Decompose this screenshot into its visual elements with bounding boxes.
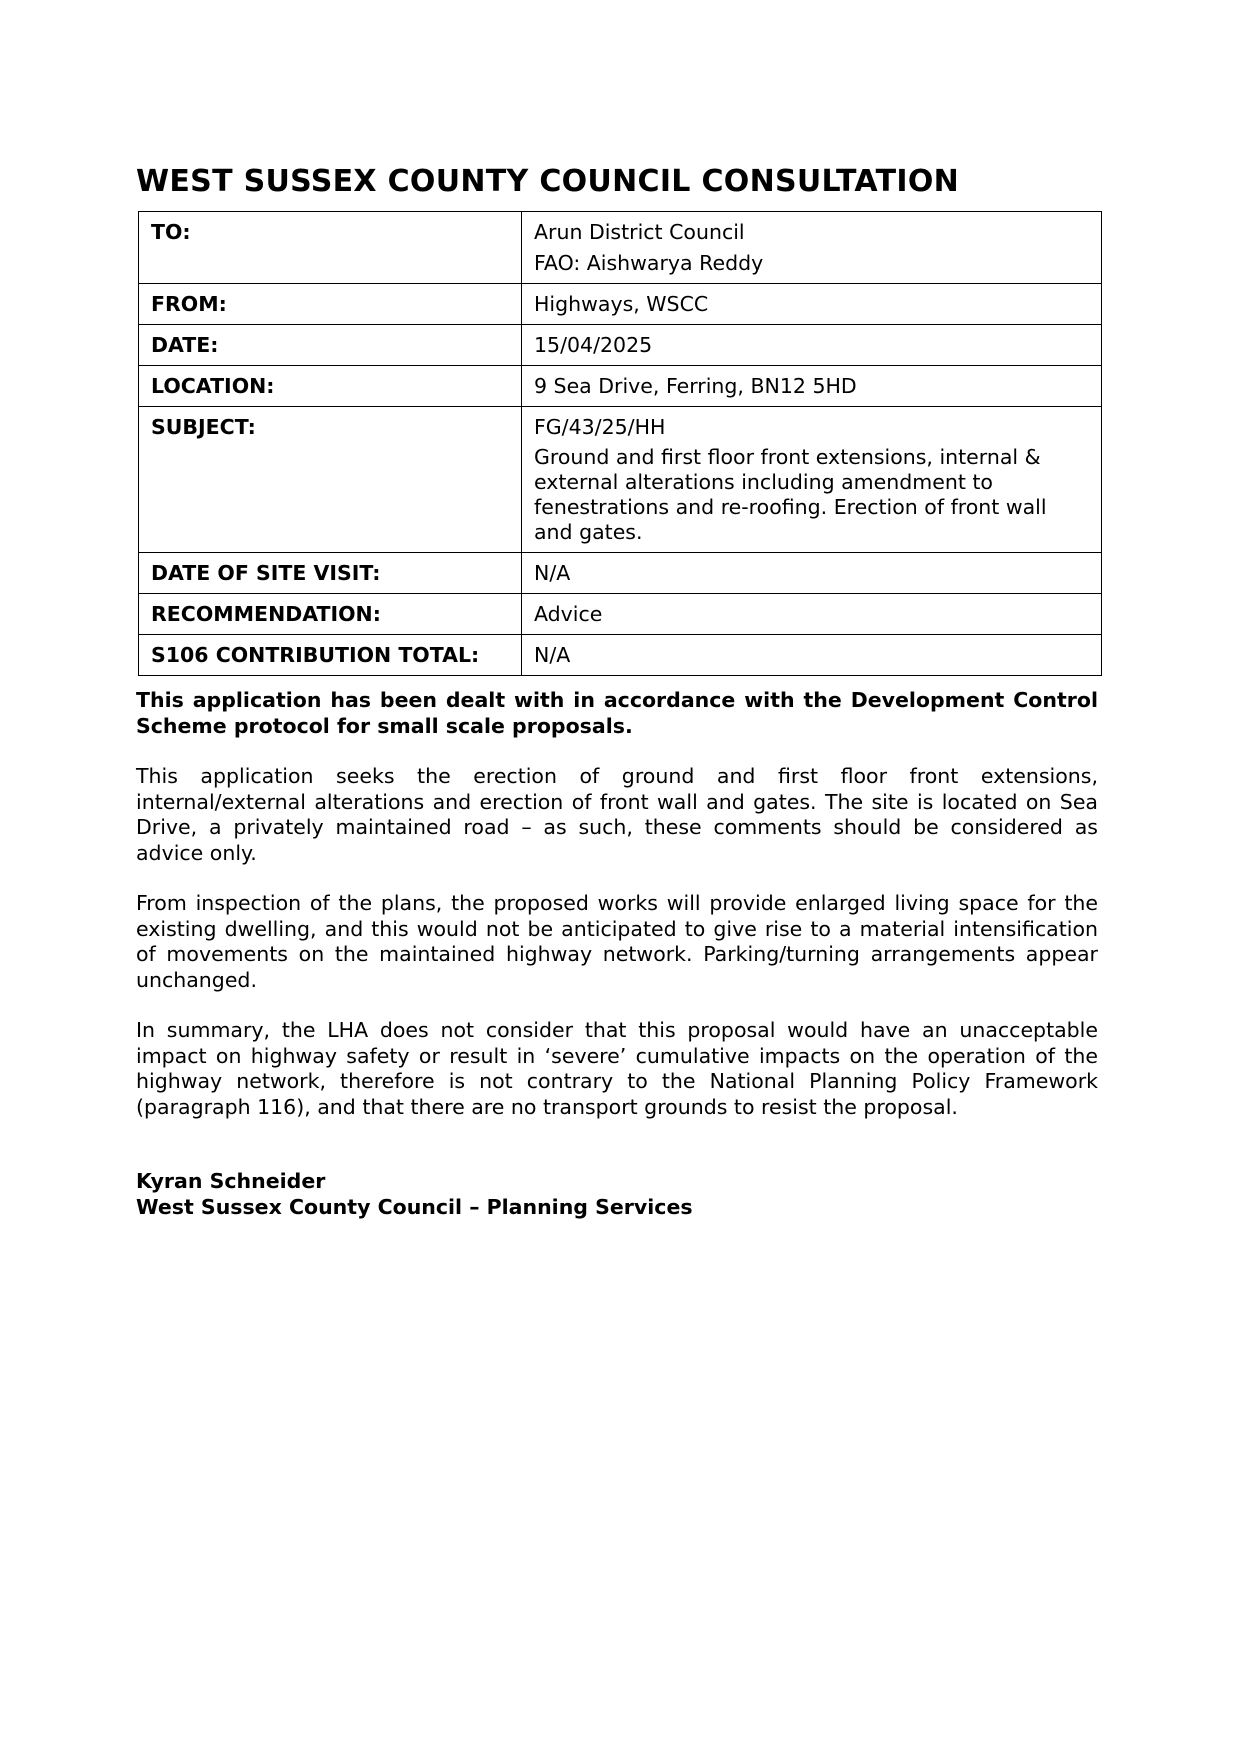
subject-description: Ground and first floor front extensions, internal & external alterations including amendment to fenestrations and re-roofing. Erection of front wall and gates.	[534, 445, 1047, 544]
from-value: Highways, WSCC	[522, 284, 1102, 325]
location-label: LOCATION:	[139, 366, 522, 407]
to-recipient: Arun District Council	[534, 220, 745, 244]
document-title: WEST SUSSEX COUNTY COUNCIL CONSULTATION	[136, 164, 960, 199]
subject-label: SUBJECT:	[139, 407, 522, 553]
table-row-to	[139, 212, 1102, 284]
date-value: 15/04/2025	[522, 325, 1102, 366]
table-row-recommendation	[139, 594, 1102, 635]
signatory-organisation: West Sussex County Council – Planning Services	[136, 1195, 693, 1219]
recommendation-value: Advice	[522, 594, 1102, 635]
consultation-body	[136, 688, 1098, 1145]
to-label: TO:	[139, 212, 522, 284]
from-label: FROM:	[139, 284, 522, 325]
to-fao: FAO: Aishwarya Reddy	[534, 251, 764, 275]
consultation-info-table	[138, 211, 1102, 676]
table-row-date	[139, 325, 1102, 366]
subject-value	[522, 407, 1102, 553]
table-row-from	[139, 284, 1102, 325]
table-row-location	[139, 366, 1102, 407]
table-row-s106	[139, 635, 1102, 676]
signature-block	[136, 1168, 693, 1220]
signatory-name: Kyran Schneider	[136, 1169, 326, 1193]
protocol-statement: This application has been dealt with in accordance with the Development Control Scheme protocol for small scale proposals.	[136, 688, 1098, 738]
table-row-subject	[139, 407, 1102, 553]
s106-label: S106 CONTRIBUTION TOTAL:	[139, 635, 522, 676]
body-paragraph-application: This application seeks the erection of ground and first floor front extensions, internal/external alterations and erection of front wall and gates. The site is located on Sea Drive, a privately maintained road – as such, these comments should be considered as advice only.	[136, 764, 1098, 865]
site-visit-value: N/A	[522, 553, 1102, 594]
s106-value: N/A	[522, 635, 1102, 676]
subject-reference: FG/43/25/HH	[534, 415, 666, 439]
site-visit-label: DATE OF SITE VISIT:	[139, 553, 522, 594]
recommendation-label: RECOMMENDATION:	[139, 594, 522, 635]
to-value	[522, 212, 1102, 284]
location-value: 9 Sea Drive, Ferring, BN12 5HD	[522, 366, 1102, 407]
body-paragraph-summary: In summary, the LHA does not consider that this proposal would have an unacceptable impact on highway safety or result in ‘severe’ cumulative impacts on the operation of the highway network, therefore is not contrary to the National Planning Policy Framework (paragraph 116), and that there are no transport grounds to resist the proposal.	[136, 1018, 1098, 1119]
date-label: DATE:	[139, 325, 522, 366]
body-paragraph-inspection: From inspection of the plans, the proposed works will provide enlarged living space for the existing dwelling, and this would not be anticipated to give rise to a material intensification of movements on the maintained highway network. Parking/turning arrangements appear unchanged.	[136, 891, 1098, 992]
table-row-site-visit	[139, 553, 1102, 594]
